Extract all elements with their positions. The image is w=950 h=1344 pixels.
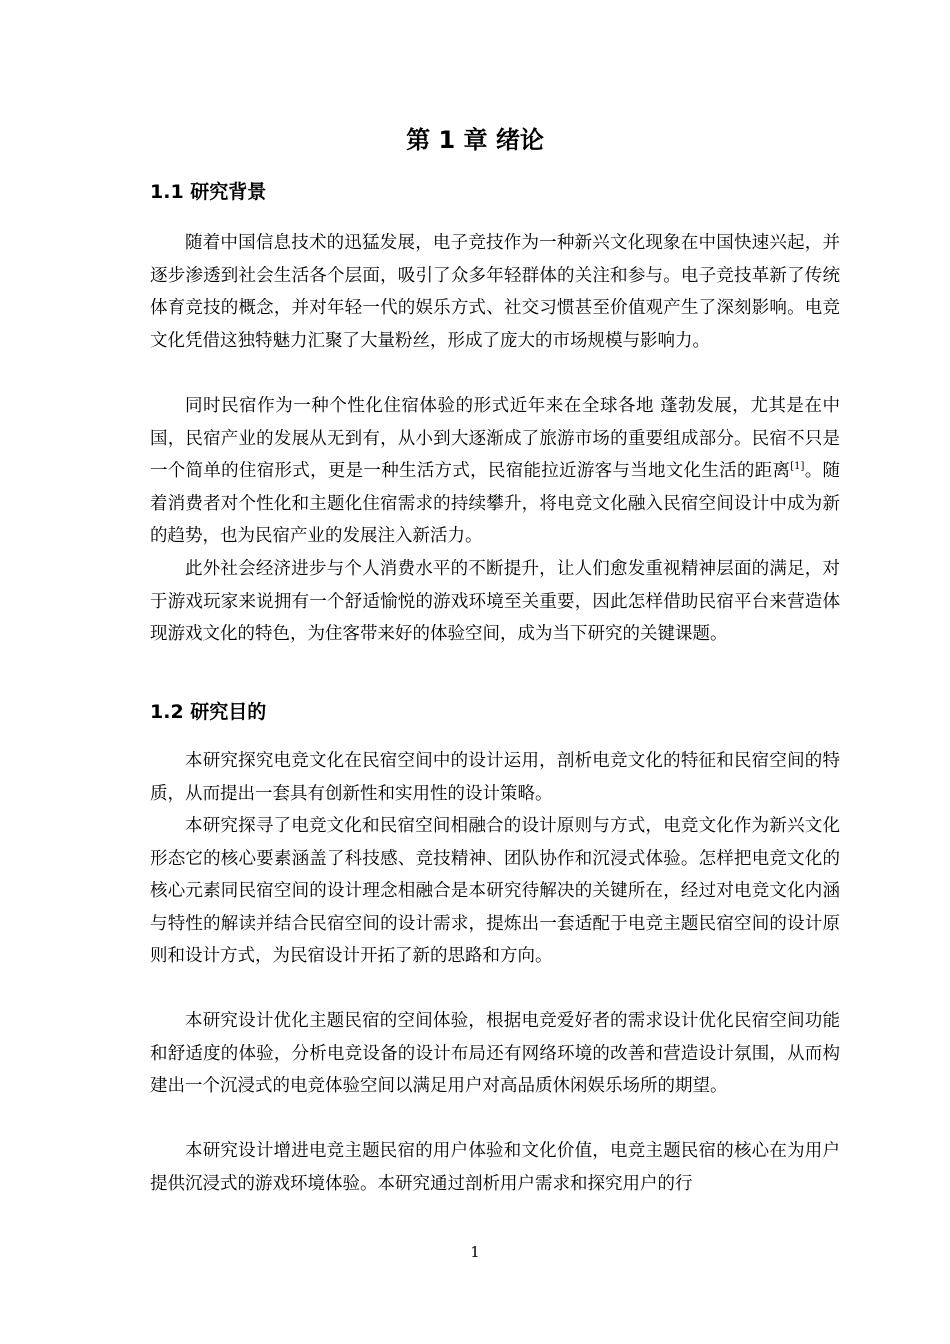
paragraph-text: 同时民宿作为一种个性化住宿体验的形式近年来在全球各地 蓬勃发展，尤其是在中国，民宿产业的发展从无到有，从小到大逐渐成了旅游市场的重要组成部分。民宿不只是一个简单的住宿形式，更是一种生活方式，民宿能拉近游客与当地文化生活的距离 [150,396,840,481]
citation-marker: [1] [790,461,805,473]
chapter-title: 第 1 章 绪论 [406,126,544,154]
paragraph-text: 。随着消费者对个性化和主题化住宿需求的持续攀升，将电竞文化融入民宿空间设计中成为新的趋势，也为民宿产业的发展注入新活力。 [150,461,841,546]
paragraph-background-1: 随着中国信息技术的迅猛发展，电子竞技作为一种新兴文化现象在中国快速兴起，并逐步渗透到社会生活各个层面，吸引了众多年轻群体的关注和参与。电子竞技革新了传统体育竞技的概念，并对年轻一代的娱乐方式、社交习惯甚至价值观产生了深刻影响。电竞文化凭借这独特魅力汇聚了大量粉丝，形成了庞大的市场规模与影响力。 [150,233,840,351]
section-heading-1-2: 1.2 研究目的 [150,701,267,723]
page-number: 1 [470,1243,480,1261]
paragraph-purpose-1: 本研究探究电竞文化在民宿空间中的设计运用，剖析电竞文化的特征和民宿空间的特质，从而提出一套具有创新性和实用性的设计策略。 [150,751,840,804]
paragraph-background-2 [150,390,840,553]
paragraph-purpose-4: 本研究设计增进电竞主题民宿的用户体验和文化价值，电竞主题民宿的核心在为用户提供沉浸式的游戏环境体验。本研究通过剖析用户需求和探究用户的行 [150,1141,840,1194]
paragraph-purpose-3: 本研究设计优化主题民宿的空间体验，根据电竞爱好者的需求设计优化民宿空间功能和舒适度的体验，分析电竞设备的设计布局还有网络环境的改善和营造设计氛围，从而构建出一个沉浸式的电竞体验空间以满足用户对高品质休闲娱乐场所的期望。 [150,1011,840,1096]
paragraph-purpose-2: 本研究探寻了电竞文化和民宿空间相融合的设计原则与方式，电竞文化作为新兴文化形态它的核心要素涵盖了科技感、竞技精神、团队协作和沉浸式体验。怎样把电竞文化的核心元素同民宿空间的设计理念相融合是本研究待解决的关键所在，经过对电竞文化内涵与特性的解读并结合民宿空间的设计需求，提炼出一套适配于电竞主题民宿空间的设计原则和设计方式，为民宿设计开拓了新的思路和方向。 [150,816,840,966]
paragraph-background-3: 此外社会经济进步与个人消费水平的不断提升，让人们愈发重视精神层面的满足，对于游戏玩家来说拥有一个舒适愉悦的游戏环境至关重要，因此怎样借助民宿平台来营造体现游戏文化的特色，为住客带来好的体验空间，成为当下研究的关键课题。 [150,559,840,644]
section-heading-1-1: 1.1 研究背景 [150,181,267,203]
